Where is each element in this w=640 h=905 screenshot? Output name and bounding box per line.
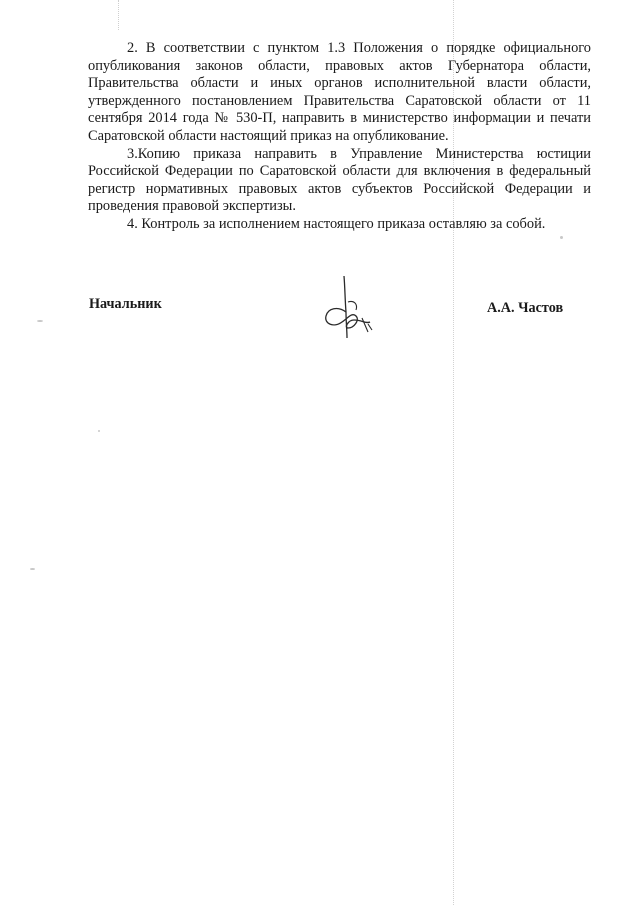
paragraph-ministry-of-justice: 3.Копию приказа направить в Управление Министерства юстиции Российской Федерации по Саратовской области для включения в федеральный регистр нормативных правовых актов субъектов Российской Федерации и проведения правовой экспертизы.: [88, 145, 591, 215]
document-body: [88, 40, 591, 234]
scan-fold-mark: [118, 0, 119, 30]
signatory-title: Начальник: [89, 296, 162, 312]
scan-speck: [30, 568, 35, 570]
scan-speck: [560, 236, 563, 239]
paragraph-control: 4. Контроль за исполнением настоящего приказа оставляю за собой.: [127, 215, 546, 232]
handwritten-signature: [318, 272, 376, 342]
scan-speck: [37, 320, 43, 322]
scan-speck: [98, 430, 100, 432]
signatory-name: А.А. Частов: [487, 300, 564, 316]
paragraph-publication: 2. В соответствии с пунктом 1.3 Положения о порядке официального опубликования законов области, правовых актов Губернатора области, Правительства области и иных органов исполнительной власти области, утвержденного постановлением Правительства Саратовской области от 11 сентября 2014 года № 530-П, направить в министерство информации и печати Саратовской области настоящий приказ на опубликование.: [88, 40, 591, 144]
